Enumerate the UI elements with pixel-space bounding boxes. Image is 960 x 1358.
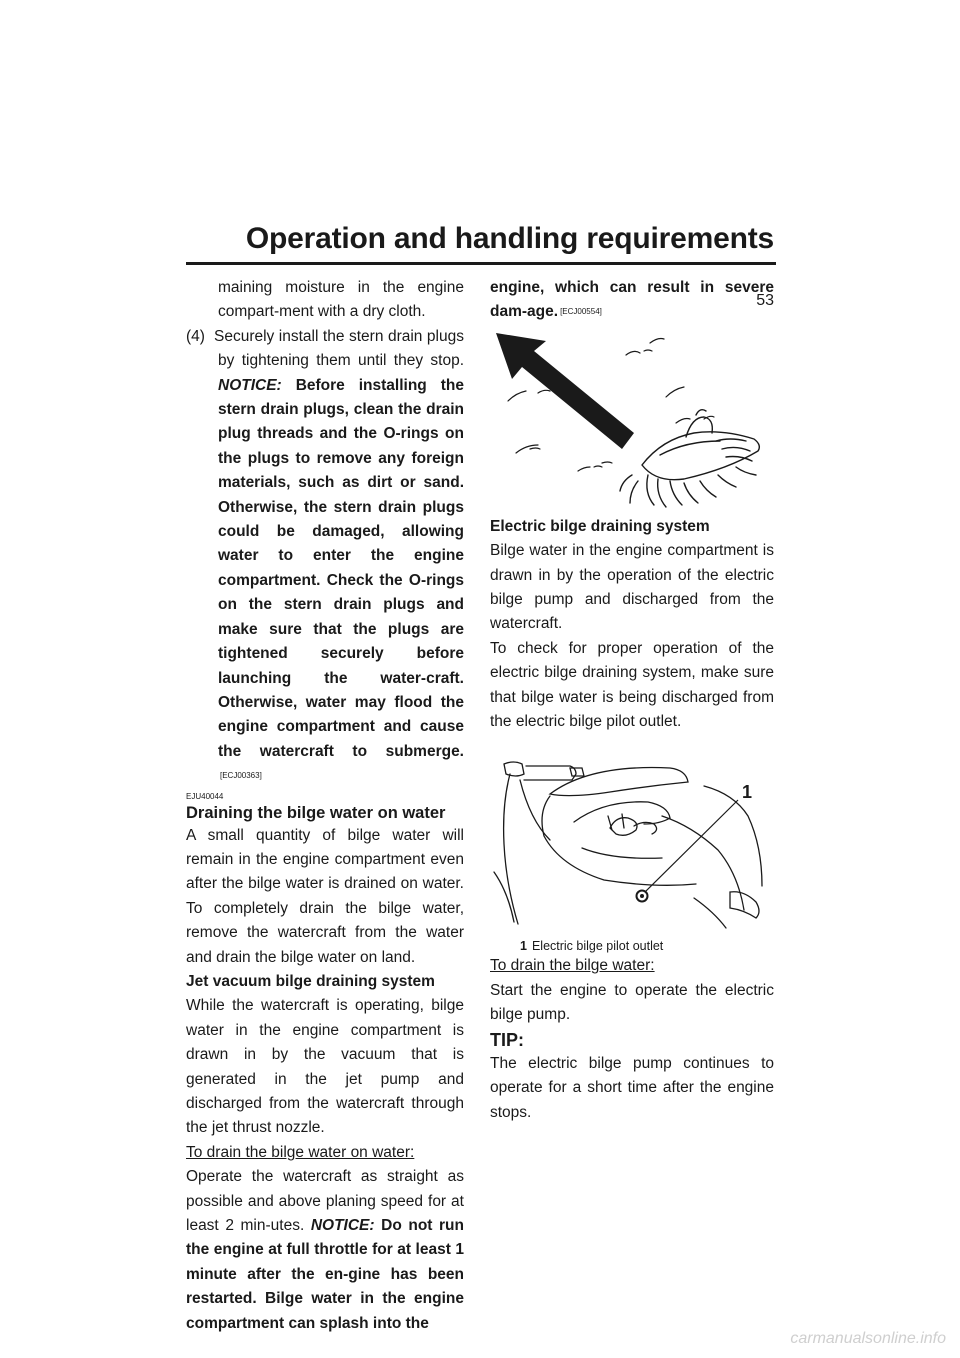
drain-title: To drain the bilge water: — [490, 957, 655, 975]
electric-system-paragraph-1: Bilge water in the engine compartment is drawn in by the operation of the electric bilge pump and discharged from the watercraft. — [490, 542, 774, 633]
step-4-number: (4) — [186, 327, 205, 345]
section-title: Draining the bilge water on water — [186, 803, 446, 822]
direction-arrow — [496, 333, 634, 449]
jet-system-title: Jet vacuum bilge draining system — [186, 972, 435, 990]
right-column — [490, 276, 774, 1125]
page-header-title: Operation and handling requirements — [245, 222, 774, 255]
step-4-notice: Before installing the stern drain plugs, clean the drain plug threads and the O-rings on the plugs to remove any foreign materials, such as dirt or sand. Otherwise, the stern drain plugs could be damaged, allowing water to enter the engine compartment. Check the O-rings on the stern drain plugs and make sure that the plugs are tightened securely before launching the water-craft. Otherwise, water may flood the engine compartment and cause the watercraft to submerge. — [218, 376, 464, 760]
tip-label: TIP: — [490, 1029, 524, 1050]
step-4-text: Securely install the stern drain plugs by tightening them until they stop. — [213, 327, 464, 370]
electric-system-paragraph-2: To check for proper operation of the electric bilge draining system, make sure that bilge water is being discharged from the electric bilge pilot outlet. — [490, 639, 774, 731]
drain-on-water-title: To drain the bilge water on water: — [186, 1143, 415, 1161]
tip-paragraph: The electric bilge pump continues to operate for a short time after the engine stops. — [490, 1054, 774, 1121]
electric-system-title: Electric bilge draining system — [490, 517, 710, 535]
step-4 — [186, 325, 464, 789]
jet-system-paragraph: While the watercraft is operating, bilge water in the engine compartment is drawn in by the vacuum that is generated in the jet pump and discharged from the watercraft through the jet thrust nozzle. — [186, 997, 464, 1137]
drain-notice: Do not run the engine at full throttle for at least 1 minute after the en-gine has been restarted. Bilge water in the engine compartment can splash into the — [186, 1217, 464, 1332]
callout-line — [645, 800, 738, 892]
callout-number: 1 — [742, 782, 753, 803]
footer-watermark: carmanualsonline.info — [790, 1330, 946, 1347]
section-code: EJU40044 — [186, 791, 224, 801]
notice-code: [ECJ00363] — [220, 771, 262, 781]
drain-paragraph: Start the engine to operate the electric bilge pump. — [490, 981, 774, 1024]
watercraft-direction-illustration — [490, 325, 774, 515]
left-column — [186, 276, 464, 1336]
header-rule — [186, 262, 776, 265]
continued-paragraph: maining moisture in the engine compart-ment with a dry cloth. — [218, 279, 464, 321]
drain-text: Operate the watercraft as straight as possible and above planing speed for at least 2 min-utes. — [186, 1168, 464, 1235]
drain-on-water-paragraph — [186, 1165, 464, 1336]
page-number: 53 — [756, 292, 774, 309]
notice-label: NOTICE: — [310, 1217, 375, 1235]
notice-label: NOTICE: — [218, 376, 282, 394]
section-paragraph: A small quantity of bilge water will remain in the engine compartment even after the bilge water is drained on water. To completely drain the bilge water, remove the watercraft from the water and drain the bilge water on land. — [186, 826, 464, 966]
notice-continued: engine, which can result in severe dam-age. [ECJ00554] — [490, 279, 774, 321]
notice-code: [ECJ00554] — [560, 307, 602, 317]
figure-caption: 1 Electric bilge pilot outlet — [520, 939, 664, 954]
bilge-pilot-outlet-illustration — [490, 752, 774, 938]
